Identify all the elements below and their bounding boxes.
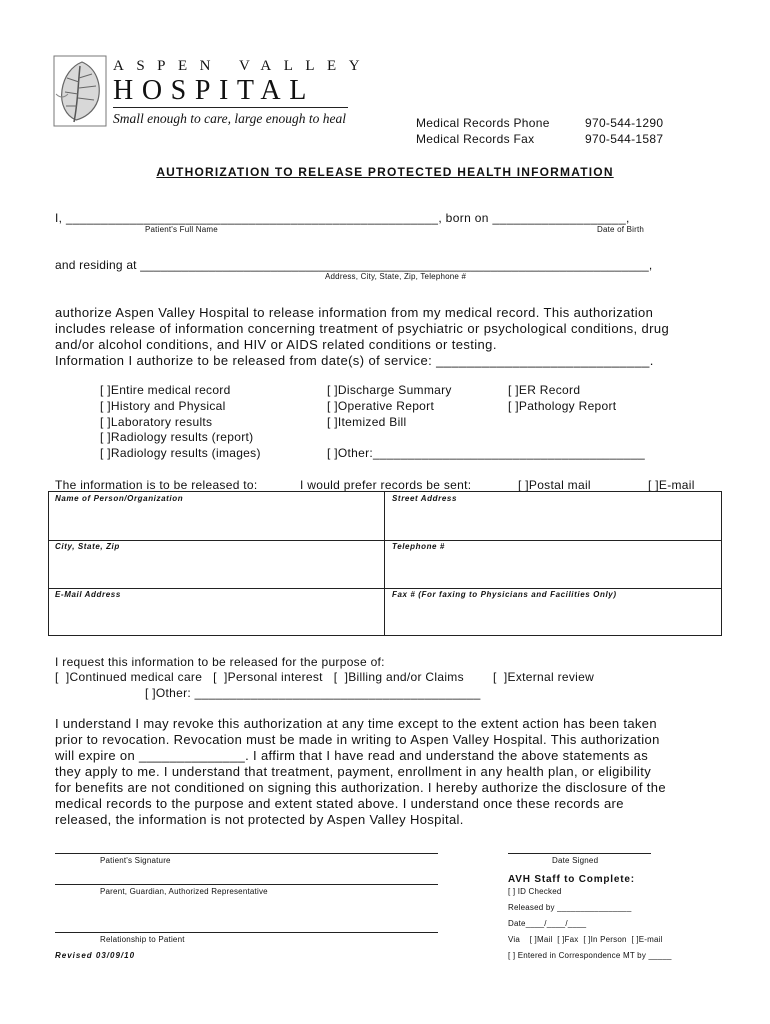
phone-label: Medical Records Phone	[416, 116, 550, 130]
street-address-field[interactable]: Street Address	[392, 494, 458, 503]
authorize-line: includes release of information concerning treatment of psychiatric or psychological conditions, drug	[55, 321, 670, 336]
fax-label: Medical Records Fax	[416, 132, 535, 146]
authorize-line: authorize Aspen Valley Hospital to release information from my medical record. This authorization	[55, 305, 654, 320]
checkbox-radiology-report[interactable]: [ ]Radiology results (report)	[100, 430, 254, 445]
checkbox-pathology-report[interactable]: [ ]Pathology Report	[508, 398, 617, 413]
checkbox-operative-report[interactable]: [ ]Operative Report	[327, 398, 435, 413]
prefer-label: I would prefer records be sent:	[300, 478, 472, 492]
purpose-options[interactable]: [ ]Continued medical care [ ]Personal interest [ ]Billing and/or Claims [ ]External review	[55, 670, 595, 684]
table-hdivider	[49, 588, 721, 589]
logo-tagline: Small enough to care, large enough to heal	[113, 111, 346, 126]
authorize-paragraph	[55, 305, 715, 369]
patient-signature-caption: Patient's Signature	[100, 856, 171, 865]
form-title: AUTHORIZATION TO RELEASE PROTECTED HEALTH INFORMATION	[156, 165, 614, 179]
checkbox-laboratory[interactable]: [ ]Laboratory results	[100, 414, 213, 429]
patient-name-caption: Patient's Full Name	[145, 225, 218, 234]
address-caption: Address, City, State, Zip, Telephone #	[325, 272, 467, 281]
authorize-line: and/or alcohol conditions, and HIV or AIDS related conditions or testing.	[55, 337, 497, 352]
checkbox-entire-record[interactable]: [ ]Entire medical record	[100, 383, 231, 397]
relationship-line[interactable]	[55, 932, 438, 933]
understand-line: for benefits are not conditioned on signing this authorization. I hereby authorize the disclosure of the	[55, 780, 666, 795]
staff-entered[interactable]: [ ] Entered in Correspondence MT by _____	[508, 951, 672, 960]
checkbox-history-physical[interactable]: [ ]History and Physical	[100, 398, 226, 413]
fax-field[interactable]: Fax # (For faxing to Physicians and Facilities Only)	[392, 590, 617, 599]
checkbox-discharge-summary[interactable]: [ ]Discharge Summary	[327, 383, 452, 397]
residing-line[interactable]: and residing at __________________________________________________________________________,	[55, 258, 653, 272]
patient-signature-line[interactable]	[55, 853, 438, 854]
city-state-zip-field[interactable]: City, State, Zip	[55, 542, 120, 551]
aspen-leaf-logo-icon	[52, 54, 108, 128]
records-col3	[508, 383, 616, 415]
logo-line2: HOSPITAL	[113, 75, 315, 106]
service-dates-line[interactable]: Information I authorize to be released from date(s) of service: ____________________________.	[55, 353, 654, 368]
representative-caption: Parent, Guardian, Authorized Representative	[100, 887, 268, 896]
patient-name-line[interactable]: I, _____________________________________________________, born on ___________________,	[55, 211, 630, 225]
staff-id-checked[interactable]: [ ] ID Checked	[508, 887, 562, 896]
date-signed-caption: Date Signed	[552, 856, 599, 865]
expiration-line[interactable]: will expire on ______________. I affirm that I have read and understand the above statements as	[55, 748, 649, 763]
understand-line: medical records to the purpose and extent stated above. I understand once these records are	[55, 796, 624, 811]
phone-value: 970-544-1290	[585, 116, 664, 130]
records-spacer	[327, 430, 645, 446]
staff-heading: AVH Staff to Complete:	[508, 874, 635, 885]
checkbox-email-delivery[interactable]: [ ]E-mail	[648, 478, 695, 492]
date-signed-line[interactable]	[508, 853, 651, 854]
logo-divider	[113, 107, 348, 108]
release-to-label: The information is to be released to:	[55, 478, 258, 492]
representative-signature-line[interactable]	[55, 884, 438, 885]
checkbox-radiology-images[interactable]: [ ]Radiology results (images)	[100, 446, 261, 461]
understand-line: I understand I may revoke this authorization at any time except to the extent action has been taken	[55, 716, 657, 731]
checkbox-itemized-bill[interactable]: [ ]Itemized Bill	[327, 414, 407, 429]
telephone-field[interactable]: Telephone #	[392, 542, 445, 551]
logo-line1: ASPEN VALLEY	[113, 58, 373, 74]
purpose-intro: I request this information to be released for the purpose of:	[55, 655, 385, 669]
email-address-field[interactable]: E-Mail Address	[55, 590, 121, 599]
table-hdivider	[49, 540, 721, 541]
staff-released-by[interactable]: Released by ________________	[508, 903, 632, 912]
understand-line: released, the information is not protected by Aspen Valley Hospital.	[55, 812, 464, 827]
table-vdivider	[384, 492, 385, 635]
staff-date[interactable]: Date____/____/____	[508, 919, 587, 928]
purpose-other[interactable]: [ ]Other: _________________________________________	[145, 686, 481, 700]
relationship-caption: Relationship to Patient	[100, 935, 185, 944]
checkbox-other-records[interactable]: [ ]Other:_______________________________________	[327, 446, 646, 461]
understand-paragraph	[55, 716, 715, 828]
records-col1	[100, 383, 261, 462]
checkbox-er-record[interactable]: [ ]ER Record	[508, 383, 581, 397]
staff-via[interactable]: Via [ ]Mail [ ]Fax [ ]In Person [ ]E-mail	[508, 935, 663, 944]
recipient-name-field[interactable]: Name of Person/Organization	[55, 494, 184, 503]
revised-date: Revised 03/09/10	[55, 951, 136, 960]
understand-line: they apply to me. I understand that treatment, payment, enrollment in any health plan, or eligibility	[55, 764, 652, 779]
checkbox-postal-mail[interactable]: [ ]Postal mail	[518, 478, 591, 492]
understand-line: prior to revocation. Revocation must be made in writing to Aspen Valley Hospital. This authorization	[55, 732, 660, 747]
recipient-table	[48, 491, 722, 636]
dob-caption: Date of Birth	[597, 225, 645, 234]
fax-value: 970-544-1587	[585, 132, 664, 146]
